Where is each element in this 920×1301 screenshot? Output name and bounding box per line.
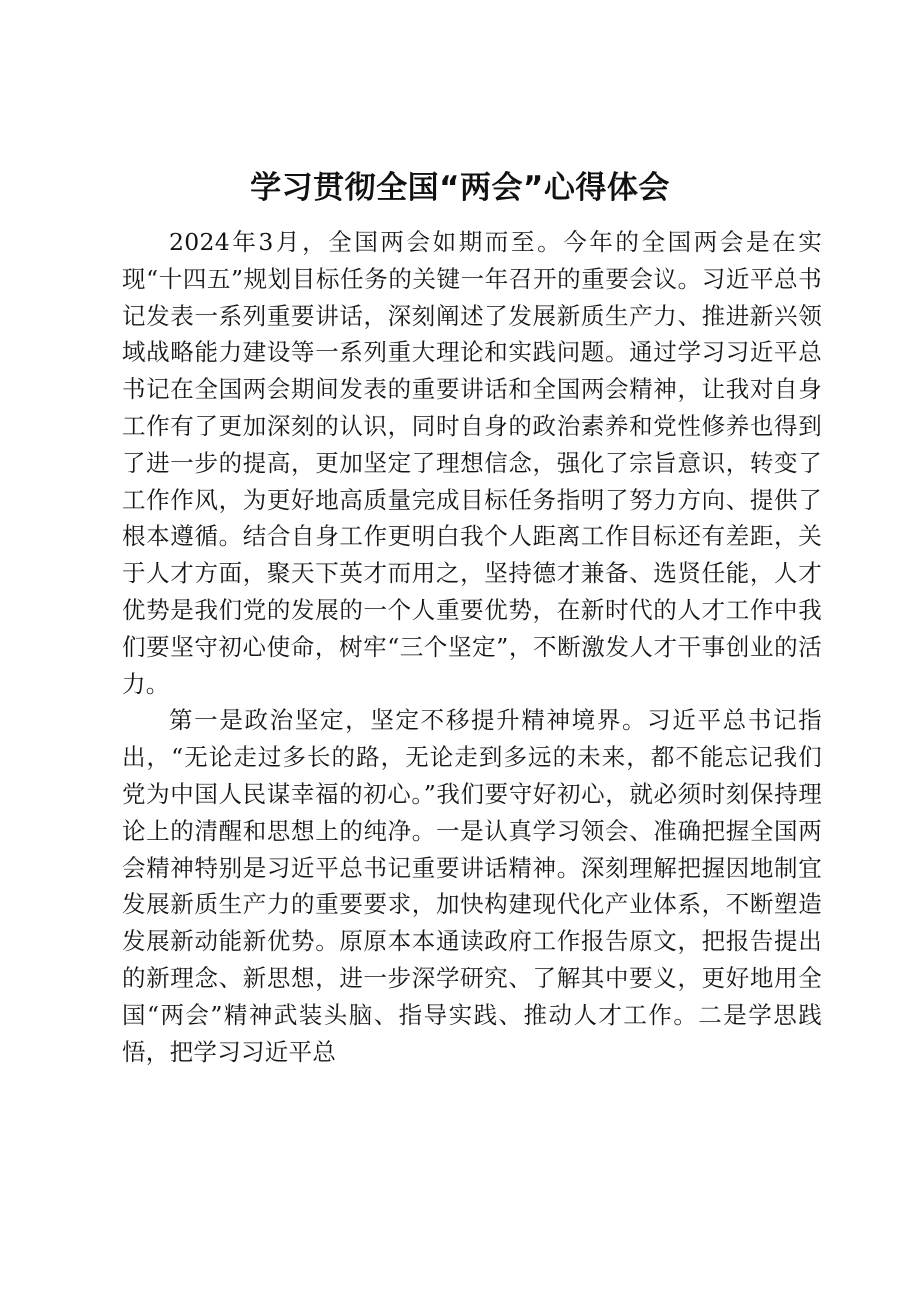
document-body — [122, 224, 822, 1070]
paragraph-2: 第一是政治坚定，坚定不移提升精神境界。习近平总书记指出，“无论走过多长的路，无论走到多远的未来，都不能忘记我们党为中国人民谋幸福的初心。”我们要守好初心，就必须时刻保持理论上的清醒和思想上的纯净。一是认真学习领会、准确把握全国两会精神特别是习近平总书记重要讲话精神。深刻理解把握因地制宜发展新质生产力的重要要求，加快构建现代化产业体系，不断塑造发展新动能新优势。原原本本通读政府工作报告原文，把报告提出的新理念、新思想，进一步深学研究、了解其中要义，更好地用全国“两会”精神武装头脑、指导实践、推动人才工作。二是学思践悟，把学习习近平总 — [122, 706, 822, 1066]
paragraph-1: 2024年3月，全国两会如期而至。今年的全国两会是在实现“十四五”规划目标任务的关键一年召开的重要会议。习近平总书记发表一系列重要讲话，深刻阐述了发展新质生产力、推进新兴领域战略能力建设等一系列重大理论和实践问题。通过学习习近平总书记在全国两会期间发表的重要讲话和全国两会精神，让我对自身工作有了更加深刻的认识，同时自身的政治素养和党性修养也得到了进一步的提高，更加坚定了理想信念，强化了宗旨意识，转变了工作作风，为更好地高质量完成目标任务指明了努力方向、提供了根本遵循。结合自身工作更明白我个人距离工作目标还有差距，关于人才方面，聚天下英才而用之，坚持德才兼备、选贤任能，人才优势是我们党的发展的一个人重要优势，在新时代的人才工作中我们要坚守初心使命，树牢“三个坚定”，不断激发人才干事创业的活力。 — [122, 228, 822, 698]
document-title: 学习贯彻全国“两会”心得体会 — [250, 170, 670, 206]
